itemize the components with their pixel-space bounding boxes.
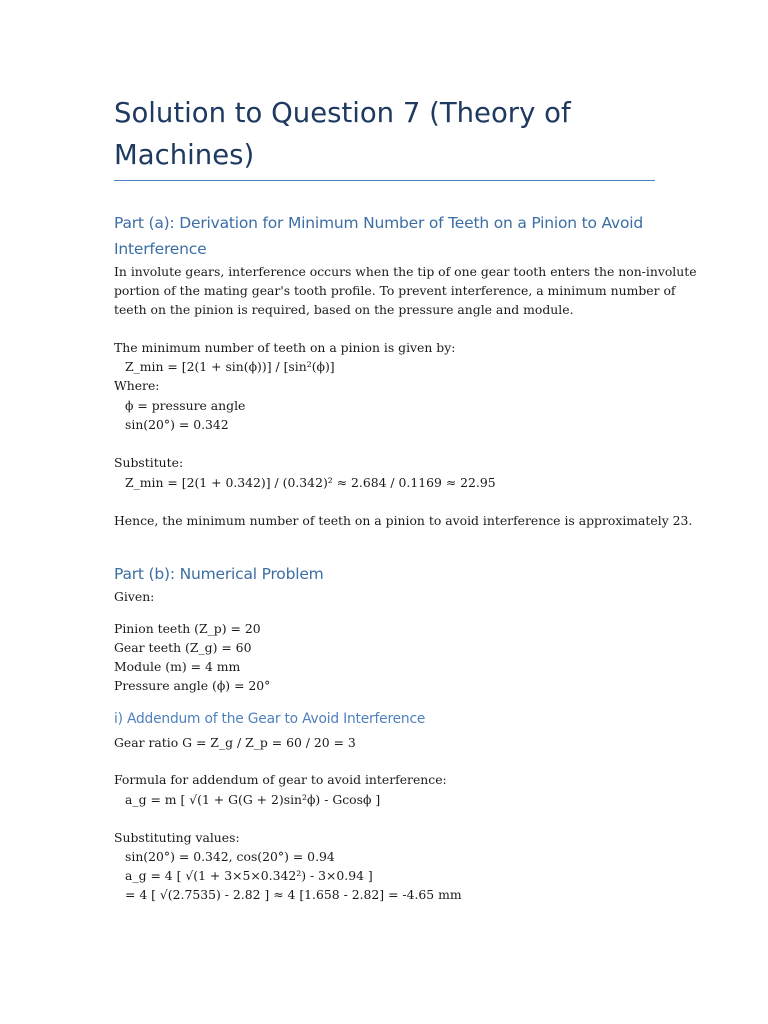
substitution-step-1: sin(20°) = 0.342, cos(20°) = 0.94 xyxy=(125,849,335,864)
given-item-pressure-angle: Pressure angle (ϕ) = 20° xyxy=(114,678,271,693)
given-item-gear-teeth: Gear teeth (Z_g) = 60 xyxy=(114,640,252,655)
part-a-intro-line-2: portion of the mating gear's tooth profile. To prevent interference, a minimum number of xyxy=(114,283,676,298)
substituting-label: Substituting values: xyxy=(114,830,240,845)
part-a-formula-intro: The minimum number of teeth on a pinion is given by: xyxy=(114,340,456,355)
gear-ratio-line: Gear ratio G = Z_g / Z_p = 60 / 20 = 3 xyxy=(114,735,356,750)
part-a-intro-line-1: In involute gears, interference occurs when the tip of one gear tooth enters the non-involute xyxy=(114,264,697,279)
substitution-step-2: a_g = 4 [ √(1 + 3×5×0.342²) - 3×0.94 ] xyxy=(125,868,373,883)
part-a-conclusion: Hence, the minimum number of teeth on a pinion to avoid interference is approximately 23. xyxy=(114,513,693,528)
addendum-formula: a_g = m [ √(1 + G(G + 2)sin²ϕ) - Gcosϕ ] xyxy=(125,792,381,807)
part-a-intro-line-3: teeth on the pinion is required, based on the pressure angle and module. xyxy=(114,302,574,317)
given-item-pinion-teeth: Pinion teeth (Z_p) = 20 xyxy=(114,621,261,636)
title-divider xyxy=(114,180,655,181)
part-a-substitution: Z_min = [2(1 + 0.342)] / (0.342)² ≈ 2.684 / 0.1169 ≈ 22.95 xyxy=(125,475,496,490)
part-a-substitute-label: Substitute: xyxy=(114,455,184,470)
part-a-where-label: Where: xyxy=(114,378,160,393)
part-b-given-label: Given: xyxy=(114,589,155,604)
substitution-step-3: = 4 [ √(2.7535) - 2.82 ] ≈ 4 [1.658 - 2.82] = -4.65 mm xyxy=(125,887,462,902)
page-title: Solution to Question 7 (Theory of Machines) xyxy=(114,97,571,171)
part-a-formula: Z_min = [2(1 + sin(ϕ))] / [sin²(ϕ)] xyxy=(125,359,335,374)
addendum-formula-intro: Formula for addendum of gear to avoid interference: xyxy=(114,772,447,787)
part-a-heading: Part (a): Derivation for Minimum Number of Teeth on a Pinion to Avoid Interference xyxy=(114,214,644,258)
part-a-where-item-1: ϕ = pressure angle xyxy=(125,398,246,413)
part-a-where-item-2: sin(20°) = 0.342 xyxy=(125,417,229,432)
given-item-module: Module (m) = 4 mm xyxy=(114,659,241,674)
part-b-heading: Part (b): Numerical Problem xyxy=(114,565,324,583)
part-b-i-heading: i) Addendum of the Gear to Avoid Interference xyxy=(114,711,426,727)
